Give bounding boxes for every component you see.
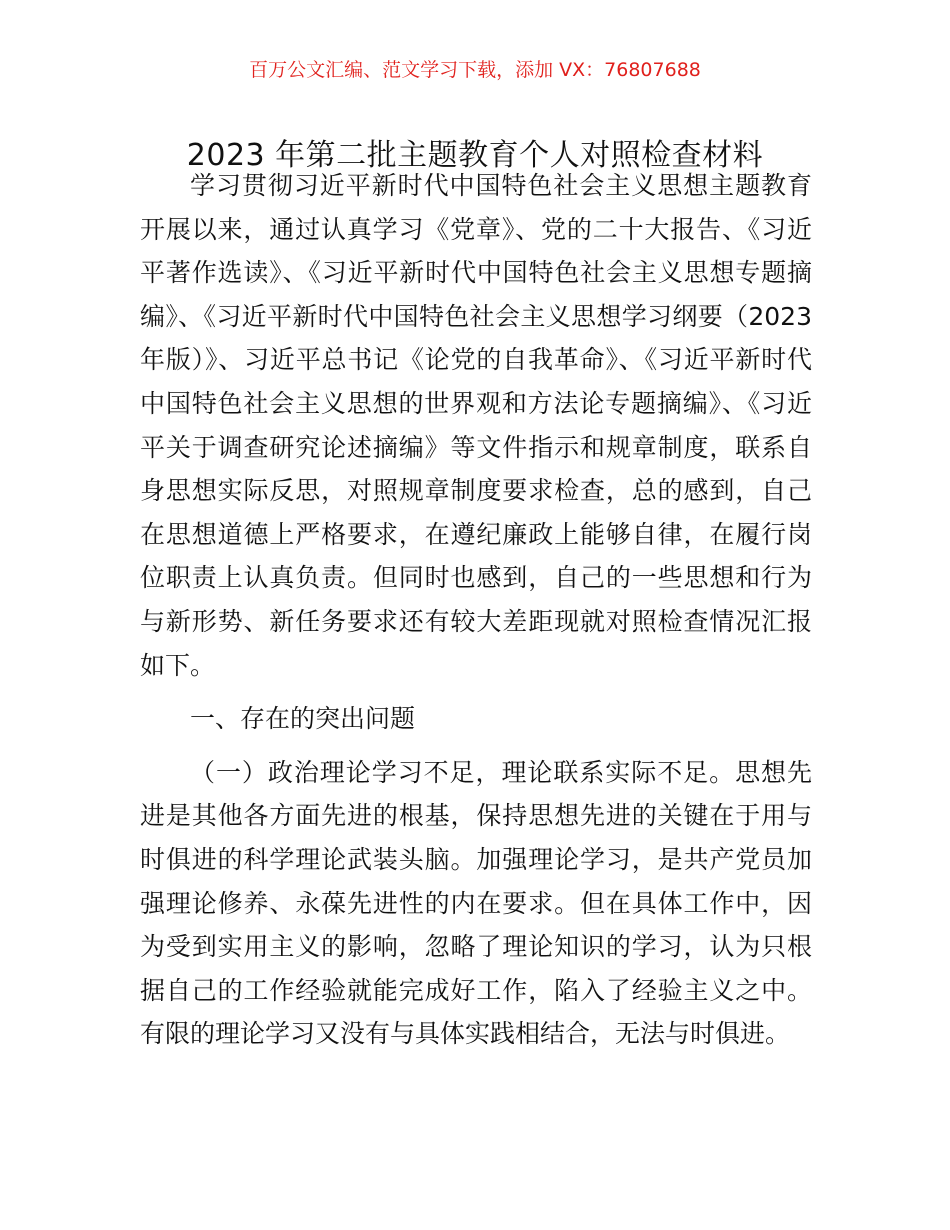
section-paragraph: （一）政治理论学习不足，理论联系实际不足。思想先进是其他各方面先进的根基，保持思想先进的关键在于用与时俱进的科学理论武装头脑。加强理论学习，是共产党员加强理论修养、永葆先进性的内在要求。但在具体工作中，因为受到实用主义的影响，忽略了理论知识的学习，认为只根据自己的工作经验就能完成好工作，陷入了经验主义之中。有限的理论学习又没有与具体实践相结合，无法与时俱进。 [140, 757, 812, 1049]
header-banner: 百万公文汇编、范文学习下载，添加 VX：76807688 [249, 59, 701, 81]
document-title: 2023 年第二批主题教育个人对照检查材料 [186, 138, 764, 174]
spacer [140, 687, 812, 697]
spacer [140, 741, 812, 751]
section-heading: 一、存在的突出问题 [190, 704, 416, 734]
document-body [140, 164, 812, 1056]
intro-paragraph: 学习贯彻习近平新时代中国特色社会主义思想主题教育开展以来，通过认真学习《党章》、党的二十大报告、《习近平著作选读》、《习近平新时代中国特色社会主义思想专题摘编》、《习近平新时代中国特色社会主义思想学习纲要（2023 年版）》、习近平总书记《论党的自我革命》、《习近平新时代中国特色社会主义思想的世界观和方法论专题摘编》、《习近平关于调查研究论述摘编》等文件指示和规章制度，联系自身思想实际反思，对照规章制度要求检查，总的感到，自己在思想道德上严格要求，在遵纪廉政上能够自律，在履行岗位职责上认真负责。但同时也感到，自己的一些思想和行为与新形势、新任务要求还有较大差距现就对照检查情况汇报如下。 [140, 171, 812, 680]
